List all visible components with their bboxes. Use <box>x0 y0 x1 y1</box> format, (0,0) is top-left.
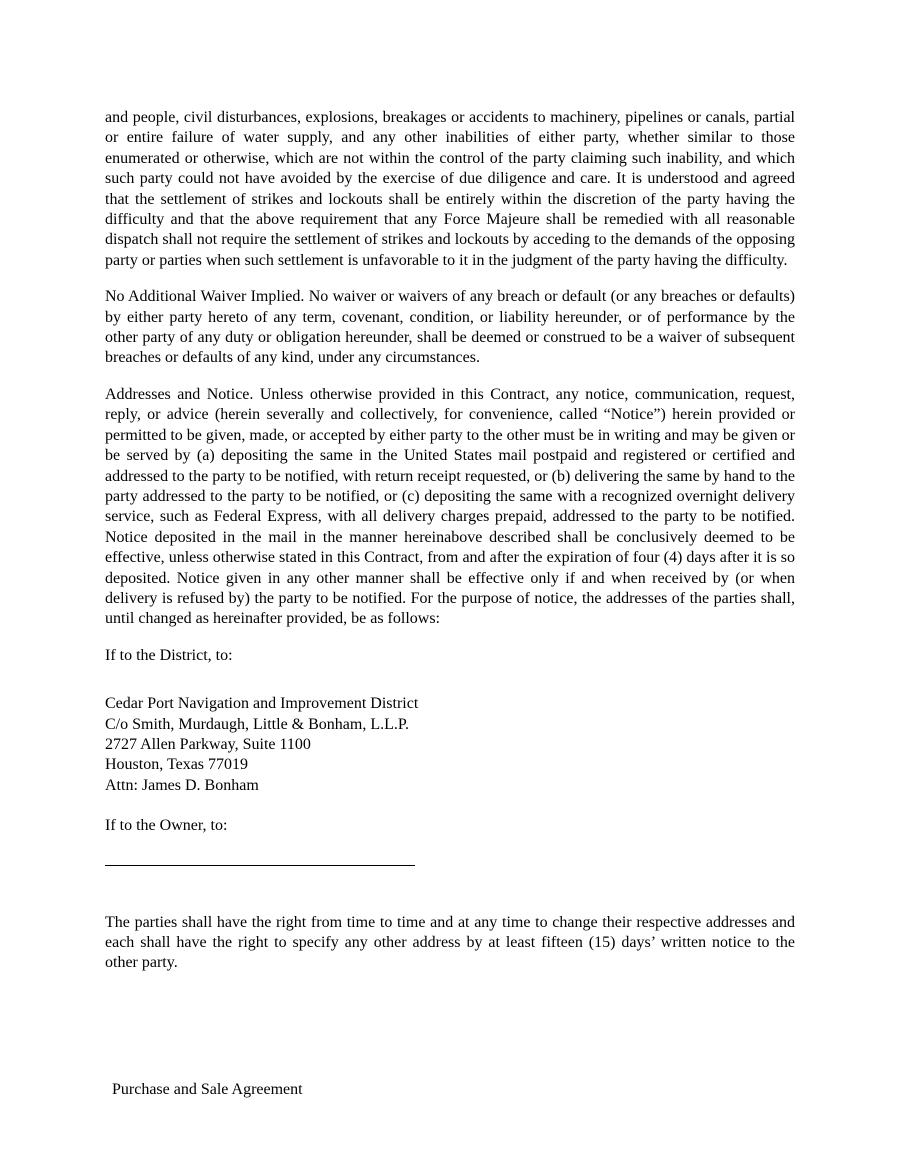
paragraph-no-additional-waiver: No Additional Waiver Implied. No waiver or waivers of any breach or default (or any breaches or defaults) by either party hereto of any term, covenant, condition, or liability hereunder, or of performance by the other party of any duty or obligation hereunder, shall be deemed or construed to be a waiver of subsequent breaches or defaults of any kind, under any circumstances. <box>105 288 795 367</box>
footer-document-title: Purchase and Sale Agreement <box>112 1081 303 1098</box>
paragraph-change-of-address: The parties shall have the right from time to time and at any time to change their respective addresses and each shall have the right to specify any other address by at least fifteen (15) days’ written notice to the other party. <box>105 913 795 972</box>
owner-notice-intro: If to the Owner, to: <box>105 817 228 835</box>
paragraph-addresses-and-notice: Addresses and Notice. Unless otherwise provided in this Contract, any notice, communication, request, reply, or advice (herein severally and collectively, for convenience, called “Notice”) herein provided or permitted to be given, made, or accepted by either party to the other must be in writing and may be given or be served by (a) depositing the same in the United States mail postpaid and registered or certified and addressed to the party to be notified, with return receipt requested, or (b) delivering the same by hand to the party addressed to the party to be notified, or (c) depositing the same with a recognized overnight delivery service, such as Federal Express, with all delivery charges prepaid, addressed to the party to be notified. Notice deposited in the mail in the manner hereinabove described shall be conclusively deemed to be effective, unless otherwise stated in this Contract, from and after the expiration of four (4) days after it is so deposited. Notice given in any other manner shall be effective only if and when received by (or when delivery is refused by) the party to be notified. For the purpose of notice, the addresses of the parties shall, until changed as hereinafter provided, be as follows: <box>105 385 796 628</box>
district-address-block <box>105 694 795 796</box>
owner-address-fill-in-line <box>105 865 415 866</box>
district-address-line-care-of: C/o Smith, Murdaugh, Little & Bonham, L.L.P. <box>105 715 409 733</box>
district-address-line-city: Houston, Texas 77019 <box>105 756 249 774</box>
district-address-line-name: Cedar Port Navigation and Improvement District <box>105 695 419 713</box>
district-address-line-street: 2727 Allen Parkway, Suite 1100 <box>105 735 311 753</box>
district-address-line-attn: Attn: James D. Bonham <box>105 776 259 794</box>
district-notice-intro: If to the District, to: <box>105 646 233 664</box>
paragraph-force-majeure-continuation: and people, civil disturbances, explosions, breakages or accidents to machinery, pipelines or canals, partial or entire failure of water supply, and any other inabilities of either party, whether similar to those enumerated or otherwise, which are not within the control of the party claiming such inability, and which such party could not have avoided by the exercise of due diligence and care. It is understood and agreed that the settlement of strikes and lockouts shall be entirely within the discretion of the party having the difficulty and that the above requirement that any Force Majeure shall be remedied with all reasonable dispatch shall not require the settlement of strikes and lockouts by acceding to the demands of the opposing party or parties when such settlement is unfavorable to it in the judgment of the party having the difficulty. <box>105 109 795 269</box>
